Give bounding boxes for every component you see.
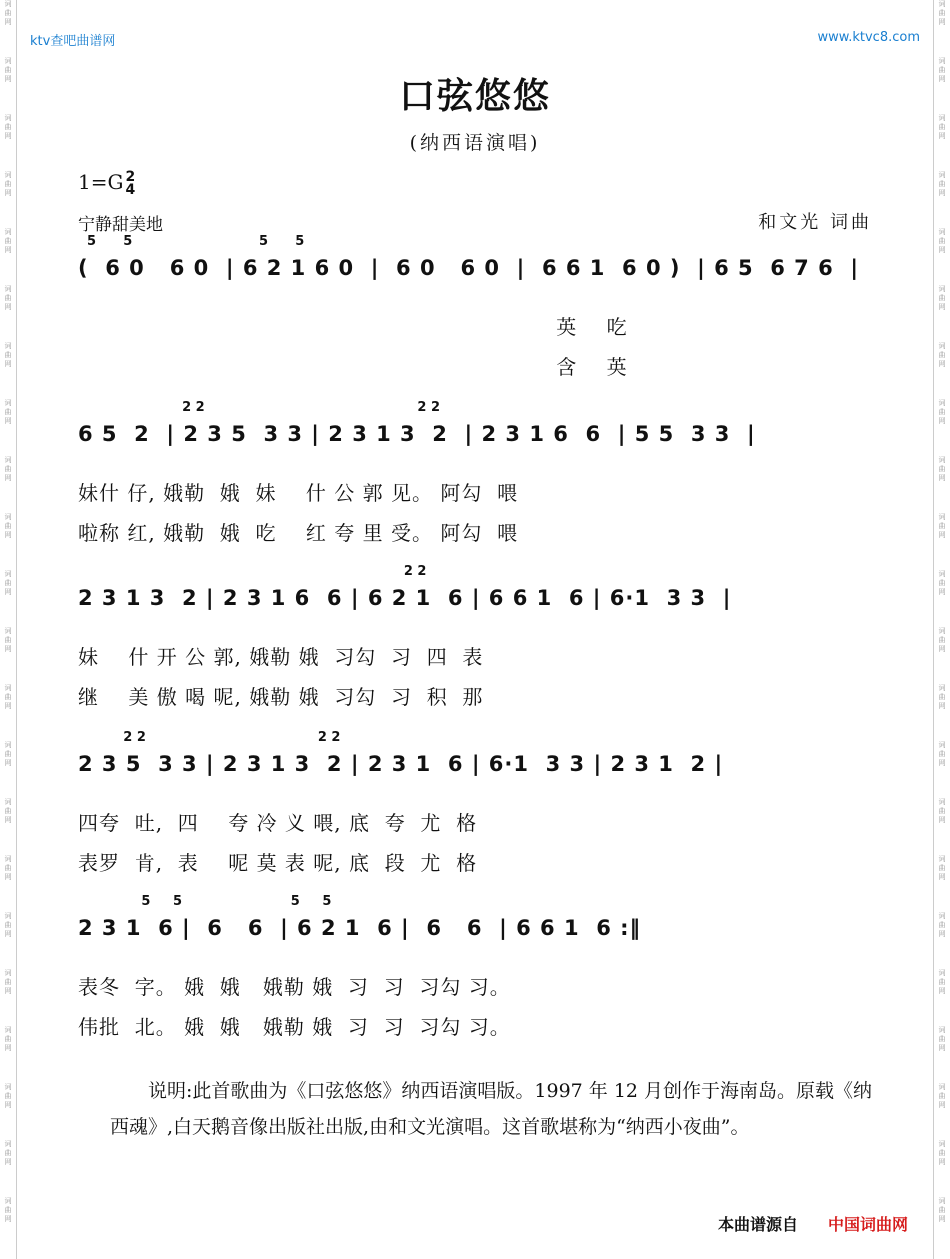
watermark-text: 词曲网 bbox=[938, 399, 946, 425]
watermark-text: 词曲网 bbox=[4, 969, 12, 995]
key-signature bbox=[78, 170, 135, 197]
time-top: 2 bbox=[125, 168, 136, 185]
watermark-text: 词曲网 bbox=[4, 684, 12, 710]
watermark-text: 词曲网 bbox=[938, 855, 946, 881]
watermark-text: 词曲网 bbox=[4, 171, 12, 197]
watermark-text: 词曲网 bbox=[4, 912, 12, 938]
lyric-verse-2: 继 美 傲 喝 呢, 娥勒 娥 习勾 习 积 那 bbox=[78, 685, 484, 709]
song-title: 口弦悠悠 bbox=[398, 76, 551, 117]
watermark-text: 词曲网 bbox=[4, 798, 12, 824]
watermark-text: 词曲网 bbox=[938, 342, 946, 368]
watermark-text: 词曲网 bbox=[938, 0, 946, 26]
notation-line: 6 5 2 | 2 3 5 3 3 | 2 3 1 3 2 | 2 3 1 6 6 | 5 5 3 3 | bbox=[78, 422, 756, 446]
grace-notes: 5 5 5 5 bbox=[78, 234, 305, 249]
left-border-rule bbox=[16, 0, 17, 1259]
header-site-left[interactable]: ktv查吧曲谱网 bbox=[30, 34, 116, 49]
tempo-marking: 宁静甜美地 bbox=[78, 215, 163, 235]
watermark-text: 词曲网 bbox=[938, 1083, 946, 1109]
key-label: 1=G bbox=[78, 170, 124, 194]
watermark-text: 词曲网 bbox=[938, 969, 946, 995]
footer-source-site[interactable]: 中国词曲网 bbox=[828, 1215, 909, 1234]
watermark-text: 词曲网 bbox=[4, 855, 12, 881]
watermark-text: 词曲网 bbox=[4, 456, 12, 482]
watermark-text: 词曲网 bbox=[938, 285, 946, 311]
lyric-verse-1: 四夸 吐, 四 夸 冷 义 喂, 底 夸 尤 格 bbox=[78, 811, 478, 835]
watermark-text: 词曲网 bbox=[4, 285, 12, 311]
credit: 和文光 词曲 bbox=[758, 212, 872, 233]
watermark-text: 词曲网 bbox=[938, 114, 946, 140]
notation-line: 2 3 1 3 2 | 2 3 1 6 6 | 6 2 1 6 | 6 6 1 6 | 6·1 3 3 | bbox=[78, 586, 732, 610]
watermark-text: 词曲网 bbox=[938, 456, 946, 482]
notation-line: ( 6 0 6 0 | 6 2 1 6 0 | 6 0 6 0 | 6 6 1 6 0 ) | 6 5 6 7 6 | bbox=[78, 256, 859, 280]
lyric-verse-1: 妹 什 开 公 郭, 娥勒 娥 习勾 习 四 表 bbox=[78, 645, 484, 669]
right-border-rule bbox=[933, 0, 934, 1259]
left-watermark-strip bbox=[2, 0, 14, 1259]
watermark-text: 词曲网 bbox=[938, 912, 946, 938]
lyric-verse-1: 妹什 仔, 娥勒 娥 妹 什 公 郭 见。 阿勾 喂 bbox=[78, 481, 519, 505]
lyric-verse-1: 表冬 字。 娥 娥 娥勒 娥 习 习 习勾 习。 bbox=[78, 975, 511, 999]
watermark-text: 词曲网 bbox=[938, 1197, 946, 1223]
watermark-text: 词曲网 bbox=[938, 570, 946, 596]
time-signature bbox=[125, 168, 136, 198]
time-bottom: 4 bbox=[125, 181, 136, 198]
watermark-text: 词曲网 bbox=[4, 570, 12, 596]
watermark-text: 词曲网 bbox=[4, 342, 12, 368]
watermark-text: 词曲网 bbox=[4, 1197, 12, 1223]
footer-source-label: 本曲谱源自 bbox=[718, 1215, 799, 1234]
watermark-text: 词曲网 bbox=[938, 684, 946, 710]
watermark-text: 词曲网 bbox=[938, 171, 946, 197]
lyric-verse-2: 啦称 红, 娥勒 娥 吃 红 夸 里 受。 阿勾 喂 bbox=[78, 521, 519, 545]
watermark-text: 词曲网 bbox=[4, 1026, 12, 1052]
grace-notes: 5 5 5 5 bbox=[78, 894, 332, 909]
watermark-text: 词曲网 bbox=[938, 798, 946, 824]
lyric-verse-2: 伟批 北。 娥 娥 娥勒 娥 习 习 习勾 习。 bbox=[78, 1015, 511, 1039]
watermark-text: 词曲网 bbox=[4, 228, 12, 254]
watermark-text: 词曲网 bbox=[938, 1026, 946, 1052]
watermark-text: 词曲网 bbox=[4, 1083, 12, 1109]
notation-line: 2 3 5 3 3 | 2 3 1 3 2 | 2 3 1 6 | 6·1 3 3 | 2 3 1 2 | bbox=[78, 752, 724, 776]
watermark-text: 词曲网 bbox=[938, 57, 946, 83]
watermark-text: 词曲网 bbox=[4, 1140, 12, 1166]
watermark-text: 词曲网 bbox=[4, 57, 12, 83]
lyric-verse-1: 英 吃 bbox=[78, 315, 628, 339]
watermark-text: 词曲网 bbox=[938, 1140, 946, 1166]
watermark-text: 词曲网 bbox=[938, 627, 946, 653]
watermark-text: 词曲网 bbox=[4, 627, 12, 653]
grace-notes: 2 2 2 2 bbox=[78, 400, 441, 415]
grace-notes: 2 2 bbox=[78, 564, 427, 579]
grace-notes: 2 2 2 2 bbox=[78, 730, 341, 745]
notation-line: 2 3 1 6 | 6 6 | 6 2 1 6 | 6 6 | 6 6 1 6 :‖ bbox=[78, 916, 642, 940]
watermark-text: 词曲网 bbox=[4, 0, 12, 26]
watermark-text: 词曲网 bbox=[4, 399, 12, 425]
header-site-right[interactable]: www.ktvc8.com bbox=[817, 30, 920, 45]
lyric-verse-2: 含 英 bbox=[78, 355, 628, 379]
song-explanation: 说明:此首歌曲为《口弦悠悠》纳西语演唱版。1997 年 12 月创作于海南岛。原载《纳西魂》,白天鹅音像出版社出版,由和文光演唱。这首歌堪称为“纳西小夜曲”。 bbox=[110, 1080, 873, 1138]
watermark-text: 词曲网 bbox=[4, 114, 12, 140]
watermark-text: 词曲网 bbox=[4, 513, 12, 539]
right-watermark-strip bbox=[936, 0, 948, 1259]
watermark-text: 词曲网 bbox=[938, 513, 946, 539]
watermark-text: 词曲网 bbox=[4, 741, 12, 767]
lyric-verse-2: 表罗 肯, 表 呢 莫 表 呢, 底 段 尤 格 bbox=[78, 851, 478, 875]
watermark-text: 词曲网 bbox=[938, 741, 946, 767]
watermark-text: 词曲网 bbox=[938, 228, 946, 254]
song-subtitle: (纳西语演唱) bbox=[409, 132, 541, 154]
